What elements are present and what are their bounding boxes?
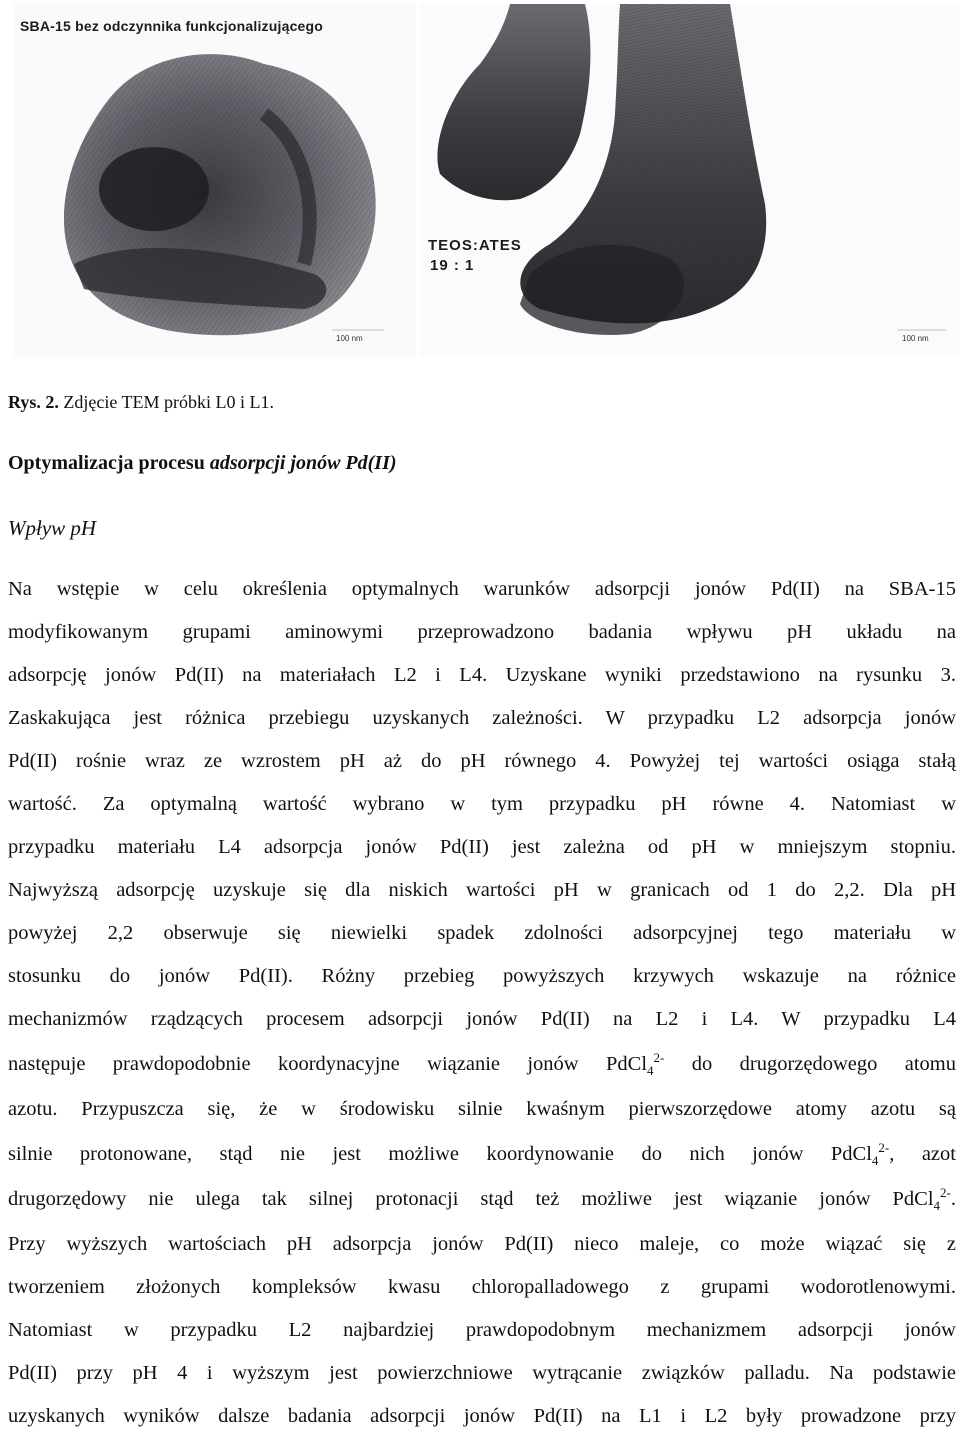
paragraph-line: Natomiast w przypadku L2 najbardziej prawdopodobnym mechanizmem adsorpcji jonów <box>8 1319 956 1341</box>
tem-left-scale-label: 100 nm <box>336 334 363 343</box>
line-text: następuje prawdopodobnie koordynacyjne wiązanie jonów PdCl <box>8 1053 648 1075</box>
heading-italic: adsorpcji jonów Pd(II) <box>209 452 397 474</box>
paragraph-line: powyżej 2,2 obserwuje się niewielki spadek zdolności adsorpcyjnej tego materiału w <box>8 922 956 944</box>
caption-text: Zdjęcie TEM próbki L0 i L1. <box>58 392 274 412</box>
line-text: silnie protonowane, stąd nie jest możliwe koordynowanie do nich jonów PdCl <box>8 1143 872 1165</box>
tem-left-label: SBA-15 bez odczynnika funkcjonalizującego <box>20 18 324 34</box>
line-text: drugorzędowy nie ulega tak silnej protonacji stąd też możliwe jest wiązanie jonów PdCl <box>8 1188 934 1210</box>
paragraph-line: modyfikowanym grupami aminowymi przeprowadzono badania wpływu pH układu na <box>8 621 956 643</box>
tem-right-label-ratio: TEOS:ATES <box>428 237 522 254</box>
paragraph-line: tworzeniem złożonych kompleksów kwasu chloropalladowego z grupami wodorotlenowymi. <box>8 1276 956 1298</box>
paragraph-line: Pd(II) przy pH 4 i wyższym jest powierzchniowe wytrącanie związków palladu. Na podstawie <box>8 1362 956 1384</box>
paragraph-line: adsorpcję jonów Pd(II) na materiałach L2 i L4. Uzyskane wyniki przedstawiono na rysunku 3. <box>8 664 956 686</box>
figure-caption <box>8 392 274 413</box>
superscript: 2- <box>940 1185 951 1201</box>
paragraph-line: Na wstępie w celu określenia optymalnych warunków adsorpcji jonów Pd(II) na SBA-15 <box>8 578 956 600</box>
paragraph-line-pdcl4 <box>8 1140 956 1169</box>
paragraph-line: przypadku materiału L4 adsorpcja jonów Pd(II) jest zależna od pH w mniejszym stopniu. <box>8 836 956 858</box>
superscript: 2- <box>653 1050 665 1066</box>
line-text: do drugorzędowego atomu <box>664 1053 956 1075</box>
subscript: 4 <box>871 1153 879 1169</box>
section-heading <box>8 452 397 475</box>
subsection-heading: Wpływ pH <box>8 516 97 540</box>
paragraph-line: stosunku do jonów Pd(II). Różny przebieg powyższych krzywych wskazuje na różnice <box>8 965 956 987</box>
tem-image-left <box>14 4 416 356</box>
paragraph-line-pdcl4 <box>8 1185 956 1214</box>
tem-right-label-value: 19 : 1 <box>430 257 475 274</box>
tem-right-scale-label: 100 nm <box>902 334 929 343</box>
heading-plain: Optymalizacja procesu <box>8 452 210 474</box>
paragraph-line: azotu. Przypuszcza się, że w środowisku silnie kwaśnym pierwszorzędowe atomy azotu są <box>8 1098 956 1120</box>
tem-image-right <box>420 4 960 356</box>
superscript: 2- <box>878 1140 890 1156</box>
caption-prefix: Rys. 2. <box>8 392 59 412</box>
paragraph-line: Zaskakująca jest różnica przebiegu uzyskanych zależności. W przypadku L2 adsorpcja jonów <box>8 707 956 729</box>
tem-figure <box>8 0 960 358</box>
paragraph-line-pdcl4 <box>8 1050 956 1079</box>
paragraph-line: mechanizmów rządzących procesem adsorpcji jonów Pd(II) na L2 i L4. W przypadku L4 <box>8 1008 956 1030</box>
line-text: , azot <box>889 1143 956 1165</box>
line-text: . <box>950 1188 956 1210</box>
paragraph-line: Przy wyższych wartościach pH adsorpcja jonów Pd(II) nieco maleje, co może wiązać się z <box>8 1233 956 1255</box>
subscript: 4 <box>933 1198 941 1214</box>
paragraph-line: uzyskanych wyników dalsze badania adsorpcji jonów Pd(II) na L1 i L2 były prowadzone przy <box>8 1405 956 1427</box>
paragraph-line: wartość. Za optymalną wartość wybrano w tym przypadku pH równe 4. Natomiast w <box>8 793 956 815</box>
paragraph-line: Pd(II) rośnie wraz ze wzrostem pH aż do pH równego 4. Powyżej tej wartości osiąga stałą <box>8 750 956 772</box>
paragraph-line: Najwyższą adsorpcję uzyskuje się dla niskich wartości pH w granicach od 1 do 2,2. Dla pH <box>8 879 956 901</box>
subscript: 4 <box>647 1063 654 1079</box>
